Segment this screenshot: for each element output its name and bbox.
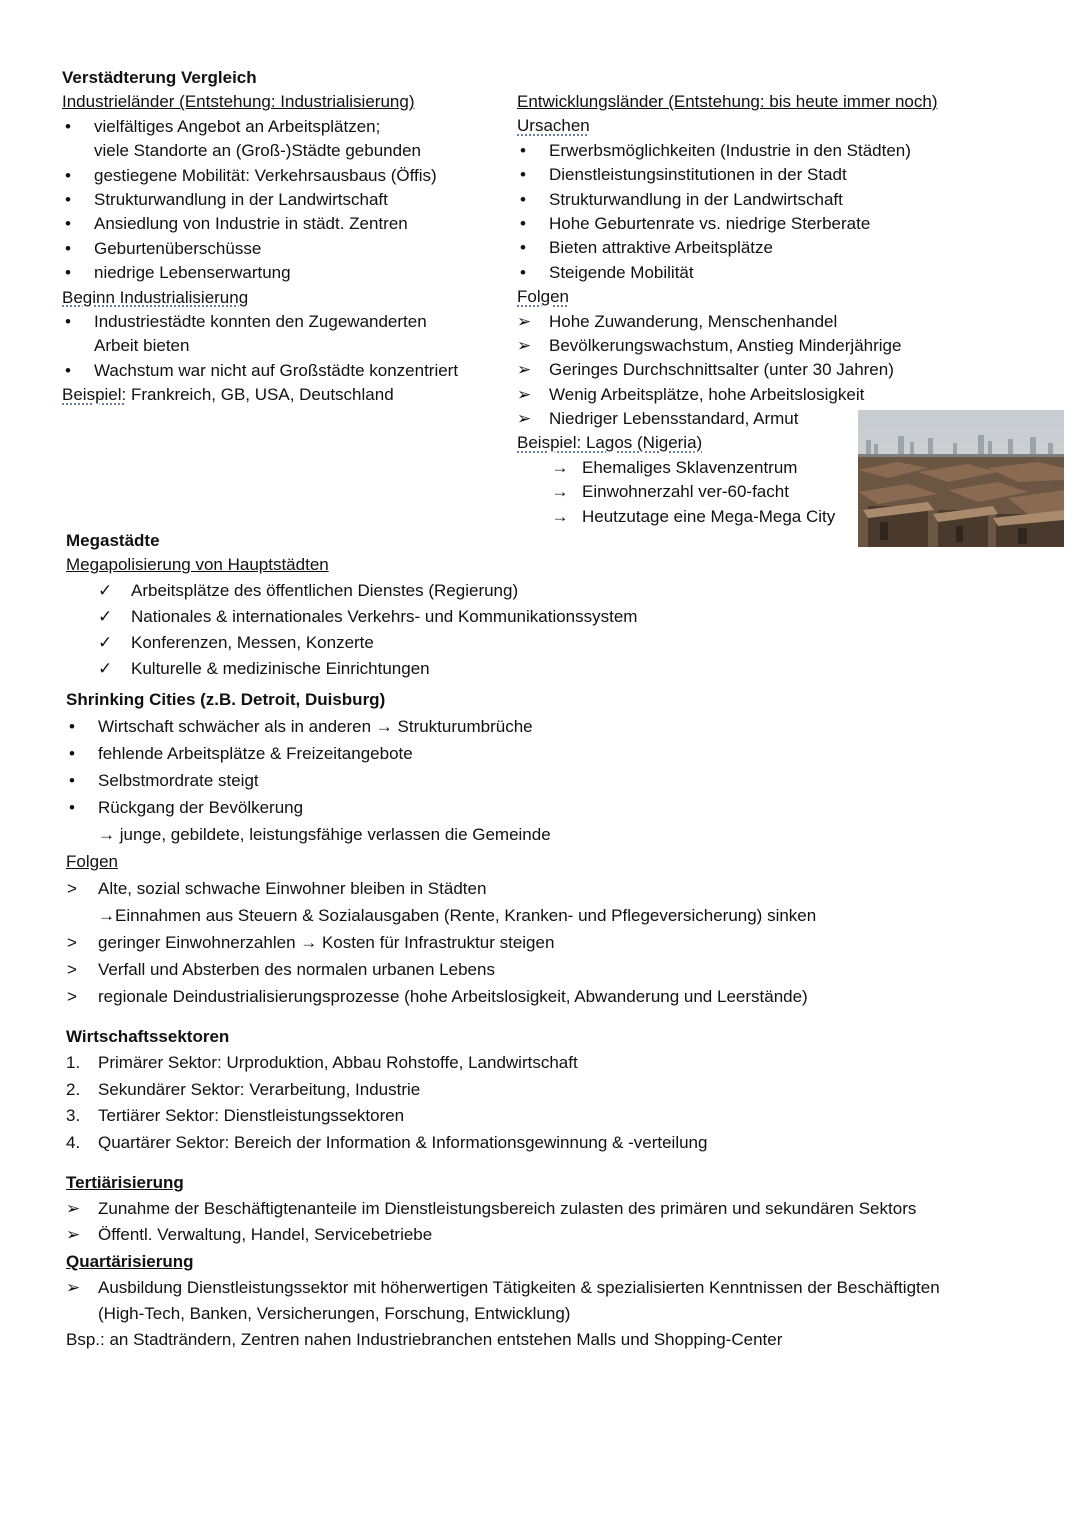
gt-bullet-icon: > — [67, 933, 77, 952]
check-item: ✓ Konferenzen, Messen, Konzerte — [66, 630, 966, 656]
list-item: ➢ Hohe Zuwanderung, Menschenhandel — [517, 310, 977, 334]
item-number: 4. — [66, 1132, 81, 1152]
left-column — [62, 66, 502, 407]
bullet-icon: • — [65, 311, 71, 331]
check-item: ✓ Nationales & internationales Verkehrs- und Kommunikationssystem — [66, 604, 966, 630]
item-number: 1. — [66, 1053, 81, 1073]
shrinking-folgen-label: Folgen — [66, 852, 118, 871]
list-item: > Verfall und Absterben des normalen urbanen Lebens — [66, 956, 1026, 983]
list-item: • Wirtschaft schwächer als in anderen → Strukturumbrüche — [66, 713, 1026, 740]
list-item: • Strukturwandlung in der Landwirtschaft — [517, 188, 977, 212]
bullet-icon: • — [69, 798, 75, 817]
list-item: ➢ Geringes Durchschnittsalter (unter 30 Jahren) — [517, 358, 977, 382]
lagos-slum-photo — [858, 410, 1064, 547]
right-arrow-icon: → — [551, 457, 569, 477]
list-item: • Dienstleistungsinstitutionen in der Stadt — [517, 163, 977, 187]
bullet-icon: • — [65, 116, 71, 136]
list-item: → Ehemaliges Sklavenzentrum — [517, 456, 977, 480]
list-item: • Rückgang der Bevölkerung — [66, 794, 1026, 821]
check-icon: ✓ — [98, 580, 113, 600]
bullet-icon: • — [520, 165, 526, 185]
bullet-icon: • — [520, 189, 526, 209]
list-item: > Alte, sozial schwache Einwohner bleiben in Städten — [66, 875, 1026, 902]
check-item: ✓ Arbeitsplätze des öffentlichen Dienstes (Regierung) — [66, 578, 966, 604]
bullet-icon: • — [520, 213, 526, 233]
page-title: Verstädterung Vergleich — [62, 68, 257, 87]
arrow-bullet-icon: ➢ — [517, 311, 532, 331]
list-item: • Erwerbsmöglichkeiten (Industrie in den Städten) — [517, 139, 977, 163]
gt-bullet-icon: > — [67, 879, 77, 898]
list-item: 2. Sekundärer Sektor: Verarbeitung, Industrie — [66, 1077, 1026, 1103]
tertiaer-section — [66, 1170, 1046, 1353]
shrinking-title: Shrinking Cities (z.B. Detroit, Duisburg) — [66, 690, 386, 709]
gt-bullet-icon: > — [67, 987, 77, 1006]
list-item-continuation: (High-Tech, Banken, Versicherungen, Forschung, Entwicklung) — [98, 1303, 571, 1323]
beginn-header: Beginn Industrialisierung — [62, 287, 249, 307]
list-item: ➢ Wenig Arbeitsplätze, hohe Arbeitslosigkeit — [517, 383, 977, 407]
lagos-label: Beispiel: Lagos (Nigeria) — [517, 433, 703, 453]
list-item-continuation: → junge, gebildete, leistungsfähige verlassen die Gemeinde — [98, 825, 551, 844]
shrinking-section — [66, 686, 1026, 1010]
list-item: 4. Quartärer Sektor: Bereich der Information & Informationsgewinnung & -verteilung — [66, 1130, 1026, 1156]
arrow-bullet-icon: ➢ — [517, 360, 532, 380]
megapolisierung-header: Megapolisierung von Hauptstädten — [66, 555, 329, 575]
list-item: → Heutzutage eine Mega-Mega City — [517, 505, 977, 529]
bullet-icon: • — [65, 214, 71, 234]
list-item: • Selbstmordrate steigt — [66, 767, 1026, 794]
list-item: • fehlende Arbeitsplätze & Freizeitangebote — [66, 740, 1026, 767]
list-item: 1. Primärer Sektor: Urproduktion, Abbau Rohstoffe, Landwirtschaft — [66, 1050, 1026, 1076]
list-item: • Industriestädte konnten den Zugewanderten — [62, 310, 502, 334]
lagos-photo-svg — [858, 410, 1064, 547]
bullet-icon: • — [65, 360, 71, 380]
bullet-icon: • — [65, 238, 71, 258]
list-item: • vielfältiges Angebot an Arbeitsplätzen; — [62, 115, 502, 139]
industrie-header: Industrieländer (Entstehung: Industrialisierung) — [62, 92, 415, 112]
list-item: ➢ Zunahme der Beschäftigtenanteile im Dienstleistungsbereich zulasten des primären und sekundären Sektors — [66, 1196, 1046, 1222]
check-icon: ✓ — [98, 633, 113, 653]
sektoren-section — [66, 1024, 1026, 1156]
arrow-bullet-icon: ➢ — [66, 1277, 81, 1297]
list-item: • niedrige Lebenserwartung — [62, 261, 502, 285]
list-item-continuation: Arbeit bieten — [94, 336, 190, 356]
gt-bullet-icon: > — [67, 960, 77, 979]
beispiel-label: Beispiel: — [62, 385, 127, 405]
list-item: • Strukturwandlung in der Landwirtschaft — [62, 188, 502, 212]
list-item: > geringer Einwohnerzahlen → Kosten für Infrastruktur steigen — [66, 929, 1026, 956]
bullet-icon: • — [65, 165, 71, 185]
beispiel-line: Beispiel: Frankreich, GB, USA, Deutschland — [62, 385, 394, 405]
list-item: • Hohe Geburtenrate vs. niedrige Sterberate — [517, 212, 977, 236]
list-item: 3. Tertiärer Sektor: Dienstleistungssektoren — [66, 1103, 1026, 1129]
list-item-continuation: →Einnahmen aus Steuern & Sozialausgaben (Rente, Kranken- und Pflegeversicherung) sinken — [98, 906, 817, 925]
bullet-icon: • — [69, 717, 75, 736]
bullet-icon: • — [520, 140, 526, 160]
list-item: • Wachstum war nicht auf Großstädte konzentriert — [62, 359, 502, 383]
bullet-icon: • — [520, 262, 526, 282]
list-item: • Geburtenüberschüsse — [62, 237, 502, 261]
list-item: • Ansiedlung von Industrie in städt. Zentren — [62, 212, 502, 236]
arrow-bullet-icon: ➢ — [517, 409, 532, 429]
arrow-bullet-icon: ➢ — [66, 1199, 81, 1219]
bullet-icon: • — [69, 744, 75, 763]
list-item: • Steigende Mobilität — [517, 261, 977, 285]
arrow-bullet-icon: ➢ — [517, 335, 532, 355]
right-arrow-icon: → — [551, 482, 569, 502]
arrow-bullet-icon: ➢ — [66, 1225, 81, 1245]
list-item: → Einwohnerzahl ver-60-facht — [517, 480, 977, 504]
list-item-continuation: viele Standorte an (Groß-)Städte gebunden — [94, 141, 421, 161]
tertiaerisierung-title: Tertiärisierung — [66, 1173, 184, 1192]
folgen-label: Folgen — [517, 287, 569, 307]
list-item: > regionale Deindustrialisierungsprozesse (hohe Arbeitslosigkeit, Abwanderung und Leerstände) — [66, 983, 1026, 1010]
list-item: ➢ Öffentl. Verwaltung, Handel, Servicebetriebe — [66, 1222, 1046, 1248]
check-item: ✓ Kulturelle & medizinische Einrichtungen — [66, 656, 966, 682]
megastaedte-title: Megastädte — [66, 531, 160, 550]
bullet-icon: • — [65, 263, 71, 283]
check-icon: ✓ — [98, 659, 113, 679]
list-item: • Bieten attraktive Arbeitsplätze — [517, 236, 977, 260]
check-icon: ✓ — [98, 606, 113, 626]
list-item: ➢ Bevölkerungswachstum, Anstieg Minderjährige — [517, 334, 977, 358]
item-number: 2. — [66, 1079, 81, 1099]
list-item: ➢ Niedriger Lebensstandard, Armut — [517, 407, 977, 431]
arrow-bullet-icon: ➢ — [517, 384, 532, 404]
megastaedte-section — [66, 529, 966, 683]
item-number: 3. — [66, 1106, 81, 1126]
entwicklung-header: Entwicklungsländer (Entstehung: bis heute immer noch) — [517, 92, 938, 111]
bullet-icon: • — [520, 238, 526, 258]
list-item: • gestiegene Mobilität: Verkehrsausbaus (Öffis) — [62, 164, 502, 188]
quartaerisierung-title: Quartärisierung — [66, 1251, 194, 1271]
ursachen-label: Ursachen — [517, 116, 590, 136]
bsp-line: Bsp.: an Stadträndern, Zentren nahen Industriebranchen entstehen Malls und Shopping-Center — [66, 1330, 783, 1350]
right-arrow-icon: → — [551, 506, 569, 526]
list-item: ➢ Ausbildung Dienstleistungssektor mit höherwertigen Tätigkeiten & spezialisierten Kenntnissen der Beschäftigten — [66, 1275, 1046, 1301]
bullet-icon: • — [65, 189, 71, 209]
sektoren-title: Wirtschaftssektoren — [66, 1027, 230, 1046]
bullet-icon: • — [69, 771, 75, 790]
